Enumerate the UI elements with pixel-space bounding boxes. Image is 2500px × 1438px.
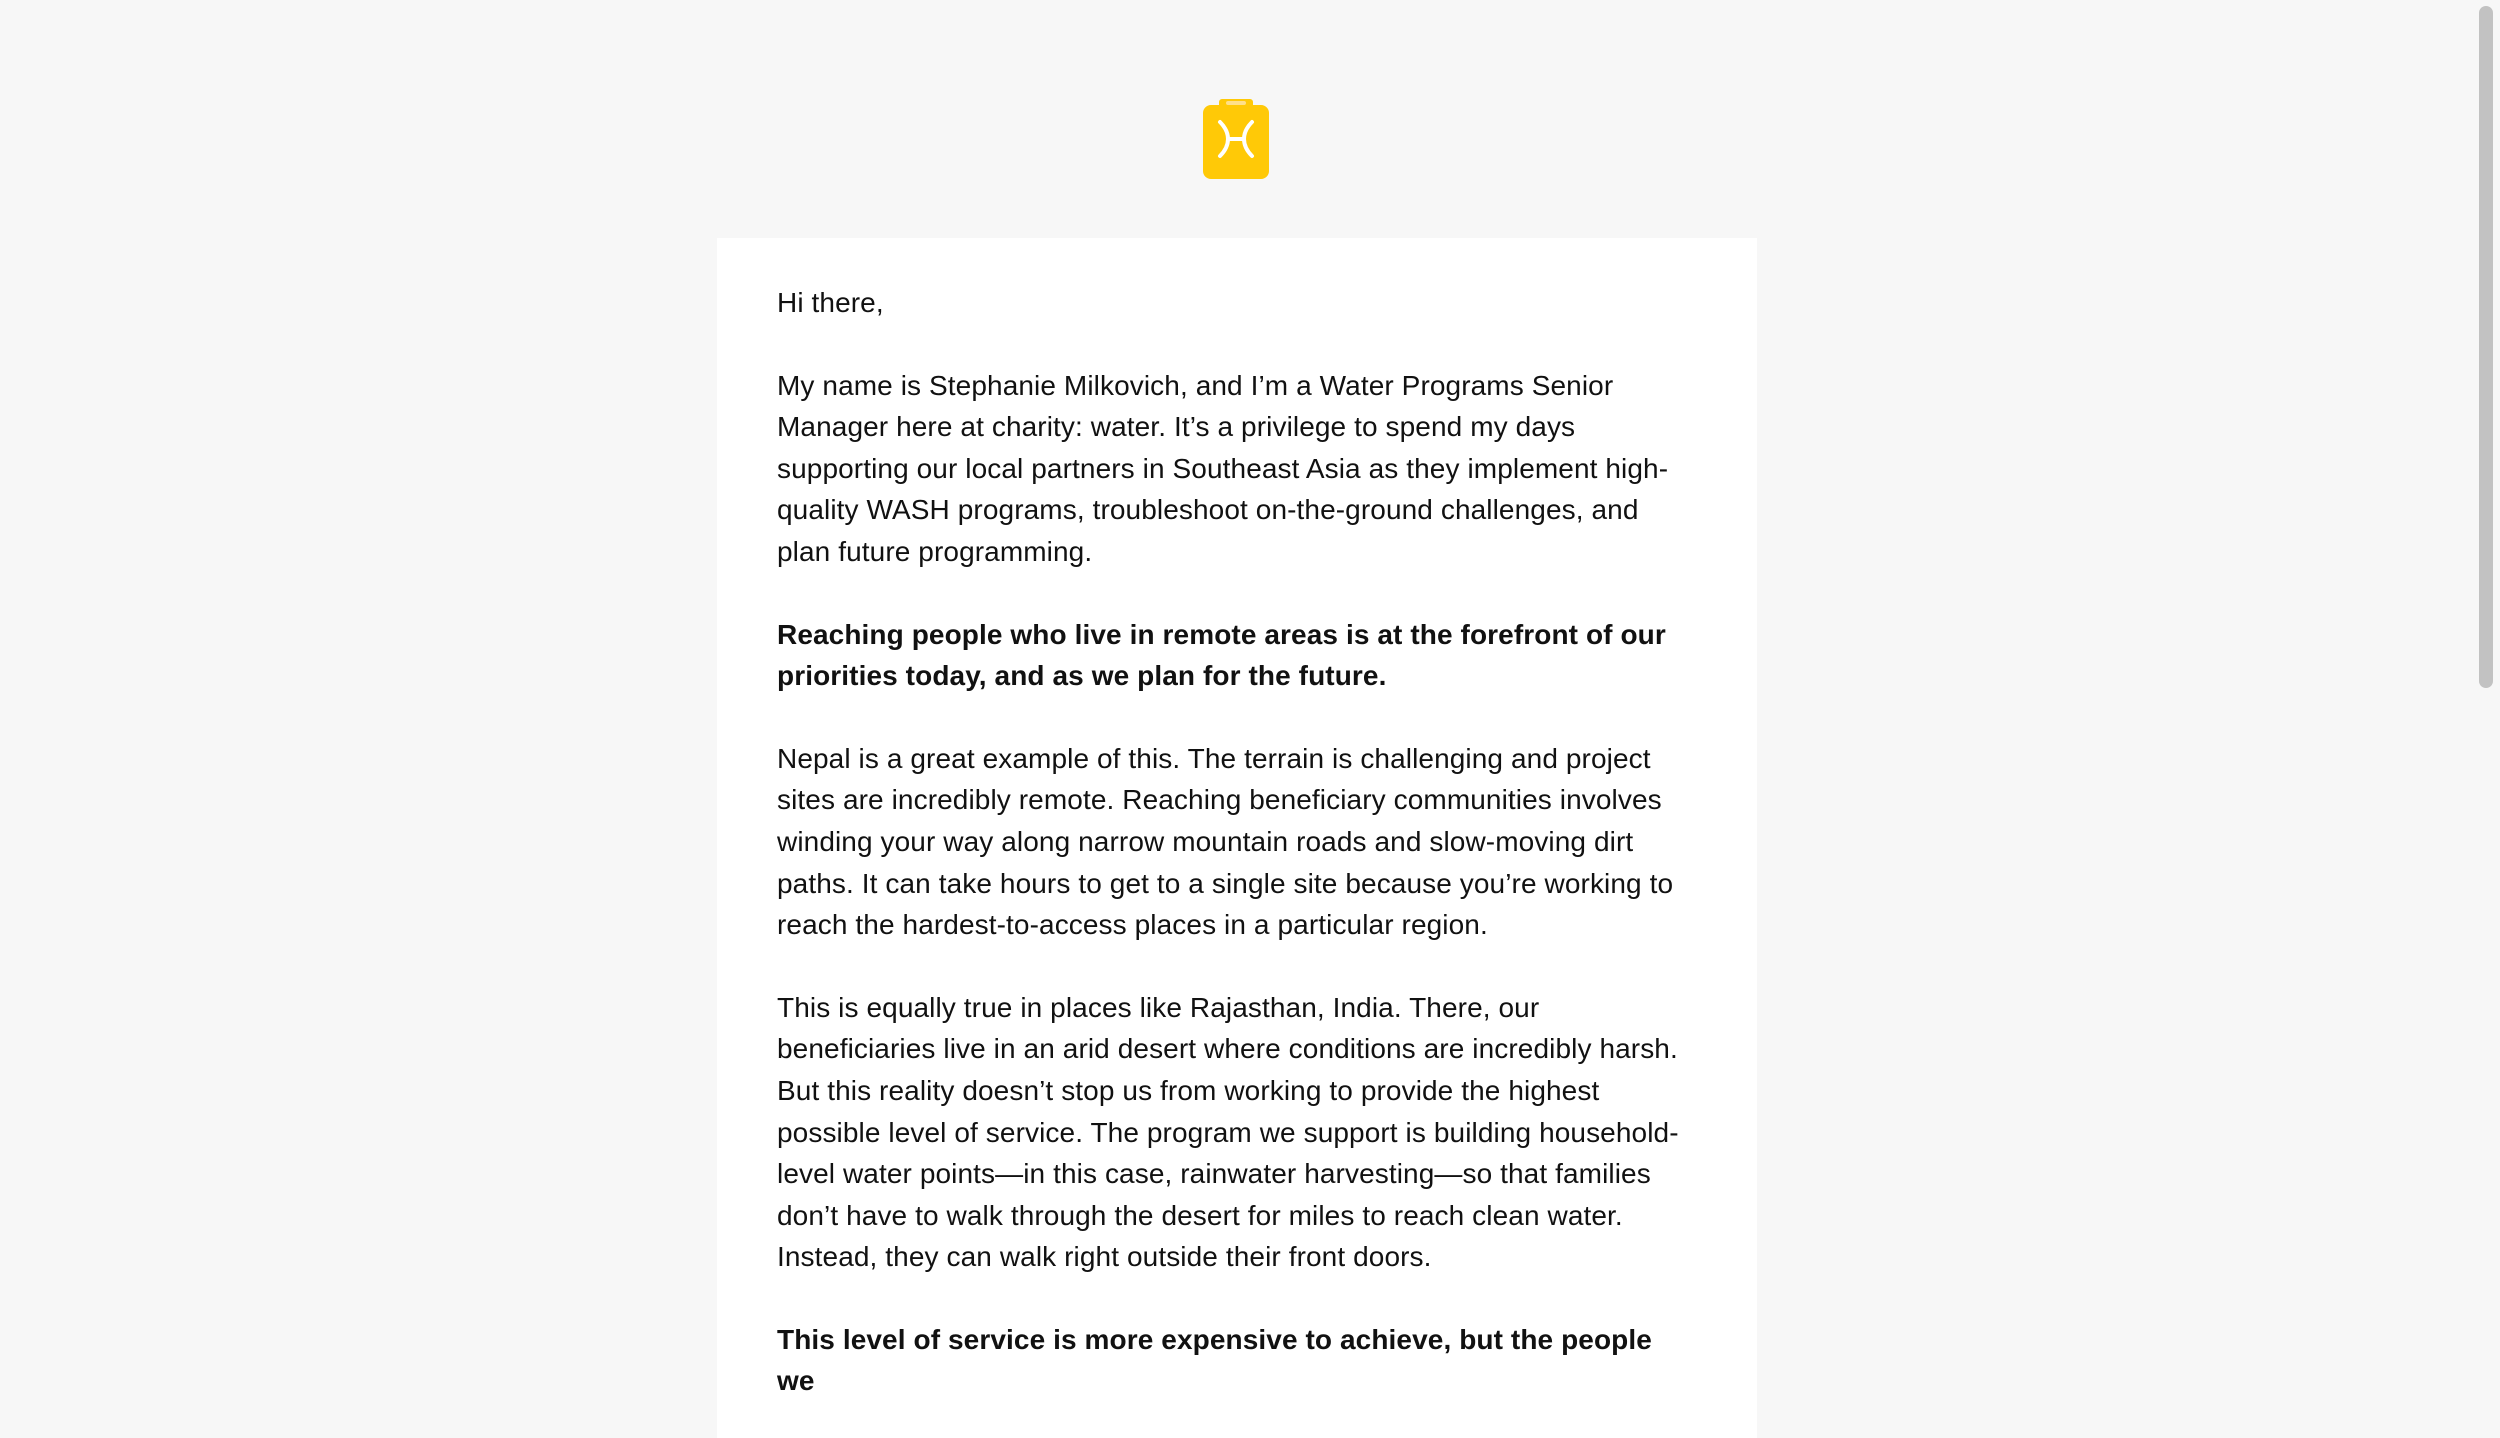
vertical-scrollbar[interactable] [2474, 0, 2500, 1322]
email-paragraph: This level of service is more expensive to achieve, but the people we [777, 1323, 1652, 1397]
email-body-card [717, 238, 1757, 1438]
charity-water-logo[interactable] [1202, 98, 1270, 180]
scrollbar-thumb[interactable] [2479, 6, 2493, 688]
email-greeting: Hi there, [777, 287, 884, 318]
jerry-can-icon [1202, 98, 1270, 180]
email-paragraph: Reaching people who live in remote areas is at the forefront of our priorities today, and as we plan for the future. [777, 618, 1666, 692]
email-paragraph: My name is Stephanie Milkovich, and I’m a Water Programs Senior Manager here at charity: water. It’s a privilege to spend my days supporting our local partners in Southeast Asia as they implement high-quality WASH programs, troubleshoot on-the-ground challenges, and plan future programming. [777, 369, 1669, 567]
email-paragraph: Nepal is a great example of this. The terrain is challenging and project sites are incredibly remote. Reaching beneficiary communities involves winding your way along narrow mountain roads and slow-moving dirt paths. It can take hours to get to a single site because you’re working to reach the hardest-to-access places in a particular region. [777, 742, 1674, 941]
email-paragraph: This is equally true in places like Rajasthan, India. There, our beneficiaries live in an arid desert where conditions are incredibly harsh. But this reality doesn’t stop us from working to provide the highest possible level of service. The program we support is building household-level water points—in this case, rainwater harvesting—so that families don’t have to walk through the desert for miles to reach clean water. Instead, they can walk right outside their front doors. [777, 991, 1679, 1273]
email-paragraphs [777, 365, 1697, 1402]
